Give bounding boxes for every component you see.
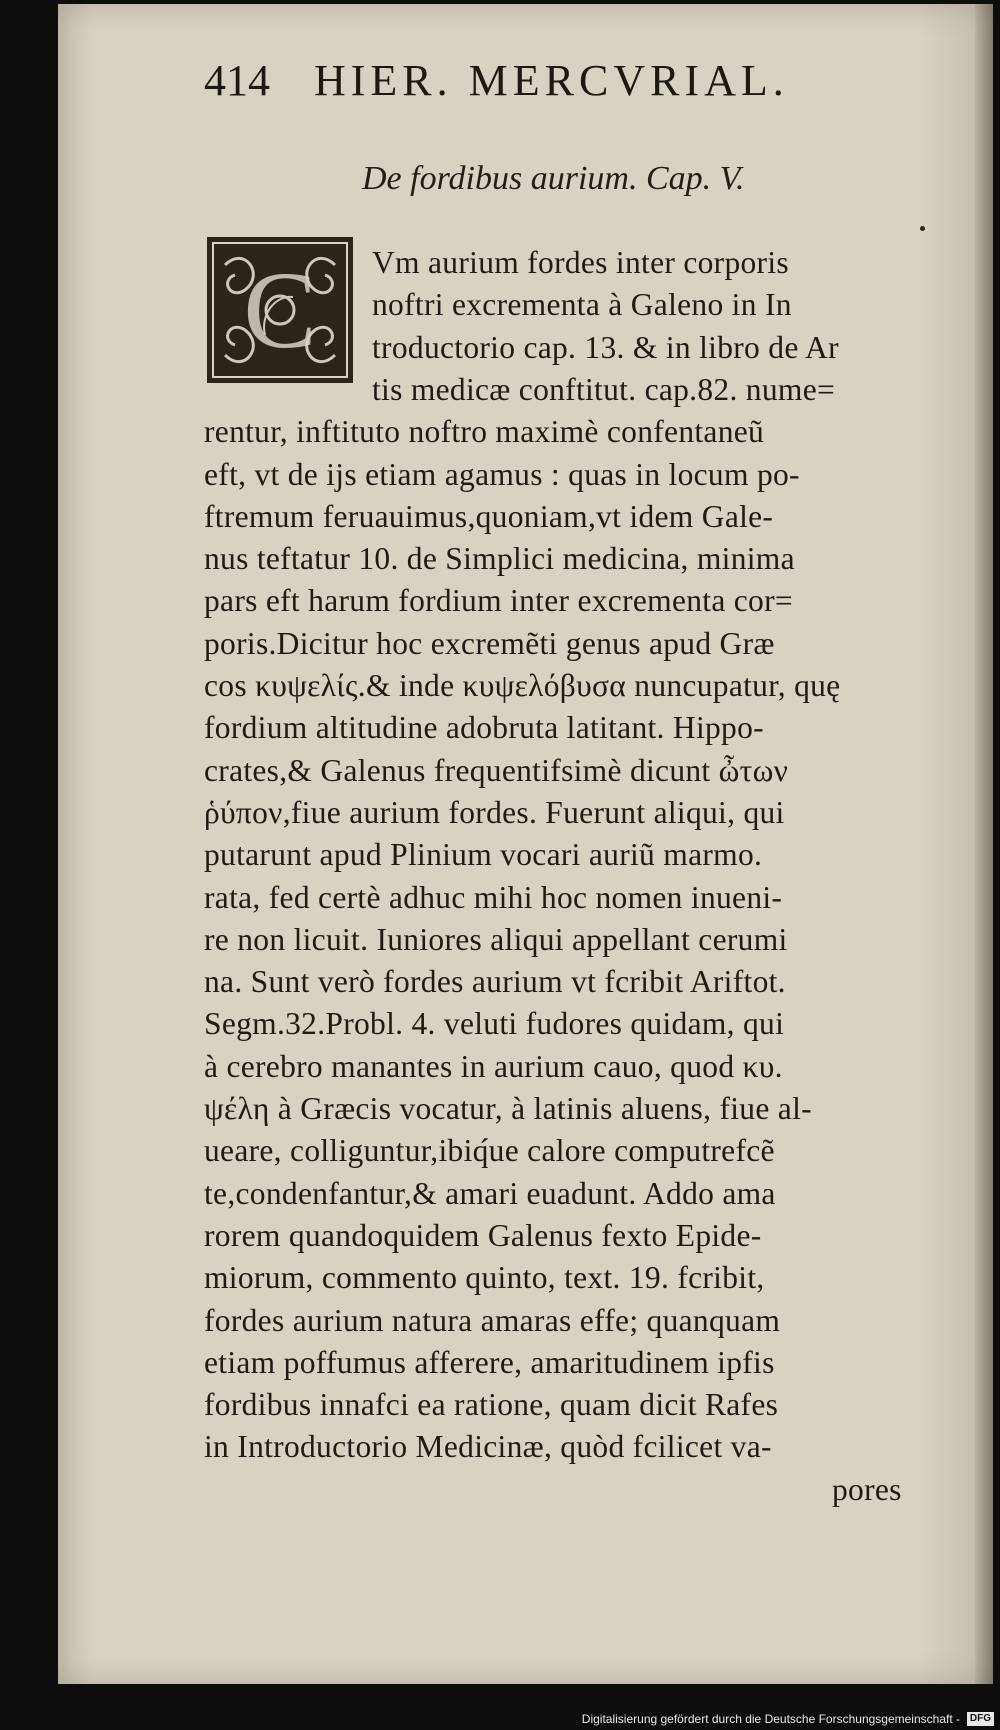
text-line: te,condenfantur,& amari euadunt. Addo ama (204, 1175, 776, 1211)
page-number: 414 (204, 56, 270, 105)
text-line: à cerebro manantes in aurium cauo, quod κυ. (204, 1048, 783, 1084)
text-line: crates,& Galenus frequentifsimè dicunt ὦτων (204, 752, 789, 788)
running-head (204, 55, 884, 115)
text-line: eft, vt de ijs etiam agamus : quas in locum po- (204, 456, 800, 492)
chapter-title: De fordibus aurium. Cap. V. (362, 160, 745, 197)
text-line: fordium altitudine adobruta latitant. Hippo- (204, 710, 764, 746)
text-line: fordes aurium natura amaras effe; quanquam (204, 1302, 781, 1338)
text-line: putarunt apud Plinium vocari auriũ marmo. (204, 837, 763, 873)
text-line: ftremum feruauimus,quoniam,vt idem Gale- (204, 498, 774, 534)
text-line: miorum, commento quinto, text. 19. fcribit, (204, 1260, 765, 1296)
text-line: tis medicæ conftitut. cap.82. nume= (372, 371, 836, 407)
text-line: nus teftatur 10. de Simplici medicina, minima (204, 541, 795, 577)
initial-letter: C (243, 249, 317, 371)
ornamental-initial-graphic (205, 235, 355, 385)
running-head-title: HIER. MERCVRIAL. (314, 56, 789, 105)
text-line: fordibus innafci ea ratione, quam dicit Rafes (204, 1387, 779, 1423)
text-line: noftri excrementa à Galeno in In (372, 287, 792, 323)
text-line: etiam poffumus afferere, amaritudinem ipfis (204, 1344, 775, 1380)
dfg-logo: DFG (967, 1712, 994, 1726)
text-line: ῥύπον,fiue aurium fordes. Fuerunt aliqui, qui (204, 794, 785, 830)
page-edge-shadow (975, 4, 993, 1684)
text-line: ueare, colliguntur,ibiq́ue calore computrefcẽ (204, 1133, 775, 1169)
text-line: Segm.32.Probl. 4. veluti fudores quidam, qui (204, 1006, 785, 1042)
text-line: Vm aurium fordes inter corporis (372, 245, 789, 280)
text-line: troductorio cap. 13. & in libro de Ar (372, 329, 839, 365)
text-line: ψέλη à Græcis vocatur, à latinis aluens, fiue al- (204, 1091, 812, 1126)
text-line: cos κυψελίς.& inde κυψελόβυσα nuncupatur, quę (204, 668, 841, 703)
text-line: re non licuit. Iuniores aliqui appellant cerumi (204, 921, 788, 957)
text-line: rentur, inftituto noftro maximè confentaneũ (204, 414, 765, 450)
text-line: rata, fed certè adhuc mihi hoc nomen inueni- (204, 879, 783, 915)
digitization-credit: Digitalisierung gefördert durch die Deutsche Forschungsgemeinschaft - (581, 1712, 960, 1726)
text-line: in Introductorio Medicinæ, quòd fcilicet va- (204, 1429, 772, 1465)
ornamental-initial (205, 235, 355, 385)
text-line: pars eft harum fordium inter excrementa cor= (204, 583, 793, 619)
ink-speck (920, 226, 925, 231)
text-line: pores (832, 1471, 902, 1507)
text-line: poris.Dicitur hoc excremẽti genus apud Græ (204, 625, 775, 661)
text-line: rorem quandoquidem Galenus fexto Epide- (204, 1217, 762, 1253)
text-line: na. Sunt verò fordes aurium vt fcribit Ariftot. (204, 964, 786, 1000)
